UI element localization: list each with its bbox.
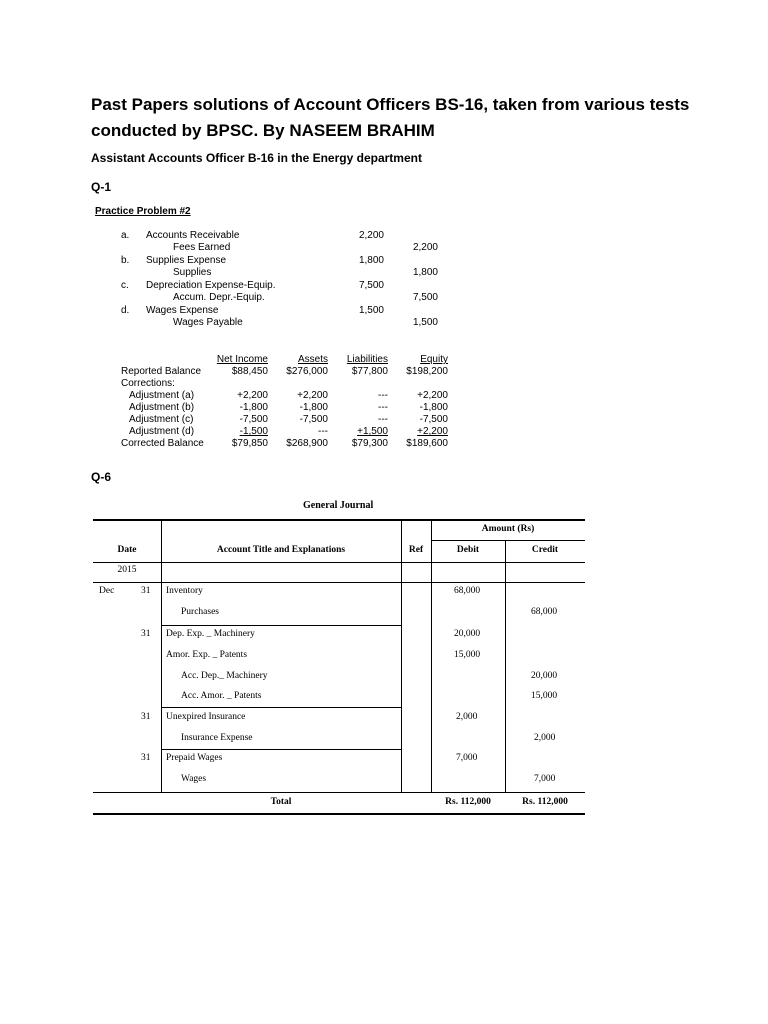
entry-credit-account: Accum. Depr.-Equip. (173, 292, 265, 303)
entry-letter: d. (121, 305, 130, 316)
header-bottom-border (93, 562, 585, 563)
cell-liabilities: --- (378, 390, 388, 401)
row-account: Inventory (166, 586, 203, 596)
header-net-income: Net Income (216, 354, 268, 365)
row-label: Adjustment (c) (129, 414, 194, 425)
account-header: Account Title and Explanations (216, 545, 346, 555)
entry-credit-amount: 1,800 (412, 267, 438, 278)
total-label: Total (270, 797, 292, 807)
row-label: Adjustment (d) (129, 426, 195, 437)
title-line-1: Past Papers solutions of Account Officers BS-16, taken from various tests (91, 95, 690, 114)
row-account: Dep. Exp. _ Machinery (166, 629, 255, 639)
column-divider (161, 519, 162, 792)
amount-header: Amount (Rs) (481, 524, 535, 534)
cell-liabilities: --- (378, 414, 388, 425)
cell-equity: -7,500 (419, 414, 448, 425)
row-account: Acc. Dep._ Machinery (181, 671, 268, 681)
total-row-border (93, 792, 585, 793)
credit-header: Credit (531, 545, 559, 555)
column-divider (401, 519, 402, 792)
total-credit: Rs. 112,000 (522, 797, 568, 807)
practice-problem-title: Practice Problem #2 (95, 206, 191, 217)
row-credit: 2,000 (534, 733, 556, 743)
entry-credit-account: Wages Payable (173, 317, 243, 328)
table-bottom-border (93, 813, 585, 815)
column-divider (431, 519, 432, 792)
cell-equity: -1,800 (419, 402, 448, 413)
year-row-border (93, 582, 585, 583)
general-journal-table (93, 519, 585, 815)
cell-assets: $276,000 (286, 366, 328, 377)
row-account: Insurance Expense (181, 733, 253, 743)
column-divider (505, 541, 506, 792)
cell-net-income: $88,450 (231, 366, 268, 377)
cell-assets: $268,900 (286, 438, 328, 449)
row-credit: 15,000 (531, 691, 558, 701)
ref-header: Ref (408, 545, 424, 555)
cell-net-income: -1,800 (239, 402, 268, 413)
cell-equity: $189,600 (406, 438, 448, 449)
row-account: Acc. Amor. _ Patents (181, 691, 262, 701)
journal-month: Dec (99, 586, 115, 596)
entry-letter: a. (121, 230, 130, 241)
document-subtitle: Assistant Accounts Officer B-16 in the Energy department (91, 151, 422, 165)
cell-net-income: -1,500 (239, 426, 268, 437)
row-credit: 68,000 (531, 607, 558, 617)
entry-credit-account: Fees Earned (173, 242, 231, 253)
date-header: Date (117, 545, 137, 555)
entry-debit-amount: 7,500 (358, 280, 384, 291)
cell-net-income: -7,500 (239, 414, 268, 425)
cell-liabilities: --- (378, 402, 388, 413)
entry-debit-amount: 2,200 (358, 230, 384, 241)
cell-liabilities: $79,300 (351, 438, 388, 449)
cell-net-income: $79,850 (231, 438, 268, 449)
row-label: Adjustment (a) (129, 390, 195, 401)
row-account: Prepaid Wages (166, 753, 223, 763)
cell-assets: +2,200 (297, 390, 328, 401)
cell-liabilities: $77,800 (351, 366, 388, 377)
row-debit: 20,000 (454, 629, 481, 639)
cell-assets: --- (318, 426, 328, 437)
row-account: Wages (181, 774, 207, 784)
row-debit: 68,000 (454, 586, 481, 596)
entry-credit-account: Supplies (173, 267, 212, 278)
entry-letter: b. (121, 255, 130, 266)
entry-separator (161, 707, 401, 708)
cell-liabilities: +1,500 (357, 426, 388, 437)
row-day: 31 (141, 753, 151, 763)
table-top-border (93, 519, 585, 521)
debit-header: Debit (456, 545, 480, 555)
cell-net-income: +2,200 (237, 390, 268, 401)
row-day: 31 (141, 629, 151, 639)
general-journal-title: General Journal (303, 500, 374, 511)
cell-equity: $198,200 (406, 366, 448, 377)
row-account: Purchases (181, 607, 219, 617)
entry-credit-amount: 1,500 (412, 317, 438, 328)
total-debit: Rs. 112,000 (445, 797, 491, 807)
entry-letter: c. (121, 280, 129, 291)
entry-credit-amount: 2,200 (412, 242, 438, 253)
cell-assets: -1,800 (299, 402, 328, 413)
row-debit: 2,000 (456, 712, 478, 722)
row-debit: 7,000 (456, 753, 478, 763)
header-liabilities: Liabilities (346, 354, 388, 365)
cell-equity: +2,200 (417, 426, 448, 437)
cell-assets: -7,500 (299, 414, 328, 425)
row-label: Corrections: (121, 378, 175, 389)
question-6-label: Q-6 (91, 470, 112, 484)
cell-equity: +2,200 (417, 390, 448, 401)
row-label: Adjustment (b) (129, 402, 195, 413)
entry-credit-amount: 7,500 (412, 292, 438, 303)
row-day: 31 (141, 586, 151, 596)
journal-year: 2015 (117, 565, 137, 575)
entry-separator (161, 749, 401, 750)
title-line-2: conducted by BPSC. By NASEEM BRAHIM (91, 121, 435, 140)
document-title (91, 92, 691, 144)
row-day: 31 (141, 712, 151, 722)
entry-separator (161, 625, 401, 626)
row-credit: 20,000 (531, 671, 558, 681)
row-label: Reported Balance (121, 366, 202, 377)
amount-header-divider (431, 540, 585, 541)
entry-debit-account: Supplies Expense (146, 255, 227, 266)
header-assets: Assets (297, 354, 328, 365)
header-equity: Equity (420, 354, 448, 365)
entry-debit-account: Wages Expense (146, 305, 219, 316)
entry-debit-account: Depreciation Expense-Equip. (146, 280, 276, 291)
row-credit: 7,000 (534, 774, 556, 784)
question-1-label: Q-1 (91, 180, 112, 194)
row-label: Corrected Balance (121, 438, 204, 449)
entry-debit-amount: 1,800 (358, 255, 384, 266)
row-account: Amor. Exp. _ Patents (166, 650, 248, 660)
entry-debit-amount: 1,500 (358, 305, 384, 316)
row-debit: 15,000 (454, 650, 481, 660)
entry-debit-account: Accounts Receivable (146, 230, 240, 241)
row-account: Unexpired Insurance (166, 712, 246, 722)
